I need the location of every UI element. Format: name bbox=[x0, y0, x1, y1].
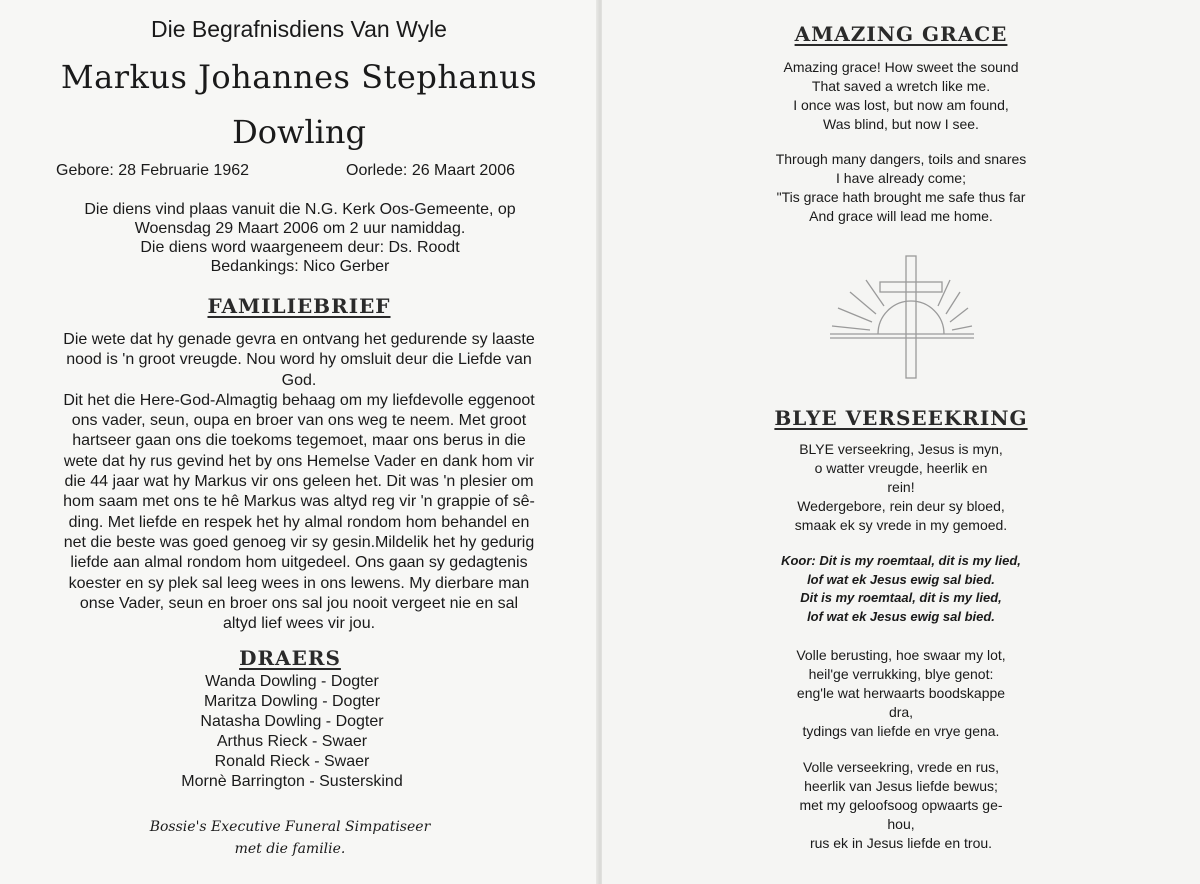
verse-line: Wedergebore, rein deur sy bloed, bbox=[797, 498, 1005, 514]
service-info-line: Bedankings: Nico Gerber bbox=[210, 258, 390, 275]
blye-verse-3 bbox=[661, 758, 1141, 853]
letter-line: altyd lief wees vir jou. bbox=[222, 615, 376, 633]
verse-line: eng'le wat herwaarts boodskappe bbox=[796, 685, 1006, 701]
service-info-line: Die diens vind plaas vanuit die N.G. Kerk Oos-Gemeente, op bbox=[84, 201, 516, 218]
letter-line: ding. Met liefde en respek het hy almal rondom hom behandel en bbox=[68, 513, 530, 531]
death-date: Oorlede: 26 Maart 2006 bbox=[346, 162, 515, 179]
letter-line: God. bbox=[281, 371, 317, 389]
verse-line: smaak ek sy vrede in my gemoed. bbox=[794, 517, 1008, 533]
service-info-line: Die diens word waargeneem deur: Ds. Roodt bbox=[140, 239, 460, 256]
letter-line: Die wete dat hy genade gevra en ontvang het gedurende sy laaste bbox=[63, 331, 535, 348]
verse-line: dra, bbox=[888, 704, 914, 720]
bearer-item: Maritza Dowling - Dogter bbox=[203, 693, 381, 710]
verse-line: I have already come; bbox=[836, 170, 966, 186]
letter-line: net die beste was goed genoeg vir sy gesin.Mildelik het hy gedurig bbox=[63, 533, 535, 551]
blye-verseekring-heading: BLYE VERSEEKRING bbox=[774, 406, 1028, 430]
verse-line: met my geloofsoog opwaarts ge- bbox=[799, 797, 1003, 813]
verse-line: Was blind, but now I see. bbox=[823, 116, 979, 132]
letter-line: ons vader, seun, oupa en broer van ons weg te neem. Met groot bbox=[71, 412, 527, 430]
verse-line: And grace will lead me home. bbox=[809, 208, 993, 224]
verse-line: rein! bbox=[887, 479, 915, 495]
grace-verse-1 bbox=[602, 58, 1200, 134]
sympathy-note bbox=[0, 816, 580, 860]
chorus-line: lof wat ek Jesus ewig sal bied. bbox=[807, 571, 995, 587]
grace-verse-2 bbox=[602, 150, 1200, 226]
familiebrief-heading: FAMILIEBRIEF bbox=[207, 294, 391, 318]
sympathy-line: met die familie. bbox=[234, 841, 346, 857]
verse-line: Volle verseekring, vrede en rus, bbox=[802, 759, 1000, 775]
bearer-item: Mornè Barrington - Susterskind bbox=[181, 773, 403, 790]
chorus-line: Dit is my roemtaal, dit is my lied, bbox=[800, 590, 1002, 605]
right-page bbox=[602, 0, 1200, 884]
bearer-item: Arthus Rieck - Swaer bbox=[216, 733, 368, 750]
letter-line: onse Vader, seun en broer ons sal jou nooit vergeet nie en sal bbox=[79, 594, 519, 612]
verse-line: hou, bbox=[887, 816, 915, 832]
verse-line: Amazing grace! How sweet the sound bbox=[783, 59, 1019, 75]
verse-line: heerlik van Jesus liefde bewus; bbox=[804, 778, 998, 794]
verse-line: o watter vreugde, heerlik en bbox=[814, 460, 988, 476]
blye-verse-1 bbox=[661, 440, 1141, 535]
verse-line: I once was lost, but now am found, bbox=[793, 97, 1009, 113]
left-page bbox=[0, 0, 598, 884]
deceased-name-line1: Markus Johannes Stephanus bbox=[60, 58, 538, 96]
blye-chorus bbox=[602, 552, 1200, 626]
verse-line: Through many dangers, toils and snares bbox=[775, 151, 1027, 167]
sympathy-line: Bossie's Executive Funeral Simpatiseer bbox=[149, 819, 431, 835]
verse-line: "Tis grace hath brought me safe thus far bbox=[776, 189, 1026, 205]
chorus-line: Koor: Dit is my roemtaal, dit is my lied, bbox=[781, 553, 1021, 568]
blye-verse-2 bbox=[661, 646, 1141, 741]
bearers-list bbox=[0, 672, 584, 792]
service-title: Die Begrafnisdiens Van Wyle bbox=[151, 16, 447, 42]
birth-date: Gebore: 28 Februarie 1962 bbox=[56, 162, 250, 179]
letter-line: liefde aan almal rondom hom uitgedeel. Ons gaan sy gedagtenis bbox=[70, 554, 528, 572]
letter-line: Dit het die Here-God-Almagtig behaag om my liefdevolle eggenoot bbox=[63, 391, 535, 409]
deceased-name-line2: Dowling bbox=[232, 113, 366, 151]
verse-line: BLYE verseekring, Jesus is myn, bbox=[799, 441, 1003, 457]
bearer-item: Natasha Dowling - Dogter bbox=[200, 713, 384, 730]
verse-line: That saved a wretch like me. bbox=[811, 78, 991, 94]
bearer-item: Wanda Dowling - Dogter bbox=[205, 673, 379, 690]
service-info bbox=[30, 200, 570, 276]
family-letter bbox=[26, 330, 572, 634]
verse-line: tydings van liefde en vrye gena. bbox=[802, 723, 1000, 739]
draers-heading: DRAERS bbox=[239, 646, 341, 670]
bearer-item: Ronald Rieck - Swaer bbox=[214, 753, 370, 770]
amazing-grace-heading: AMAZING GRACE bbox=[794, 22, 1008, 46]
verse-line: heil'ge verrukking, blye genot: bbox=[808, 666, 994, 682]
service-info-line: Woensdag 29 Maart 2006 om 2 uur namiddag. bbox=[134, 220, 466, 237]
letter-line: nood is 'n groot vreugde. Nou word hy omsluit deur die Liefde van bbox=[66, 351, 532, 369]
letter-line: wete dat hy rus gevind het by ons Hemelse Vader en dank hom vir bbox=[63, 452, 535, 470]
chorus-line: lof wat ek Jesus ewig sal bied. bbox=[807, 608, 995, 624]
letter-line: koester en sy plek sal leeg wees in ons lewens. My dierbare man bbox=[68, 574, 530, 592]
cross-sunrise-icon bbox=[826, 250, 978, 382]
letter-line: hom saam met ons te hê Markus was altyd reg vir 'n grappie of sê- bbox=[63, 493, 535, 511]
letter-line: hartseer gaan ons die toekoms tegemoet, maar ons berus in die bbox=[72, 432, 526, 450]
verse-line: Volle berusting, hoe swaar my lot, bbox=[796, 647, 1006, 663]
letter-line: die 44 jaar wat hy Markus vir ons geleen het. Dit was 'n plesier om bbox=[64, 473, 534, 491]
verse-line: rus ek in Jesus liefde en trou. bbox=[809, 835, 993, 851]
